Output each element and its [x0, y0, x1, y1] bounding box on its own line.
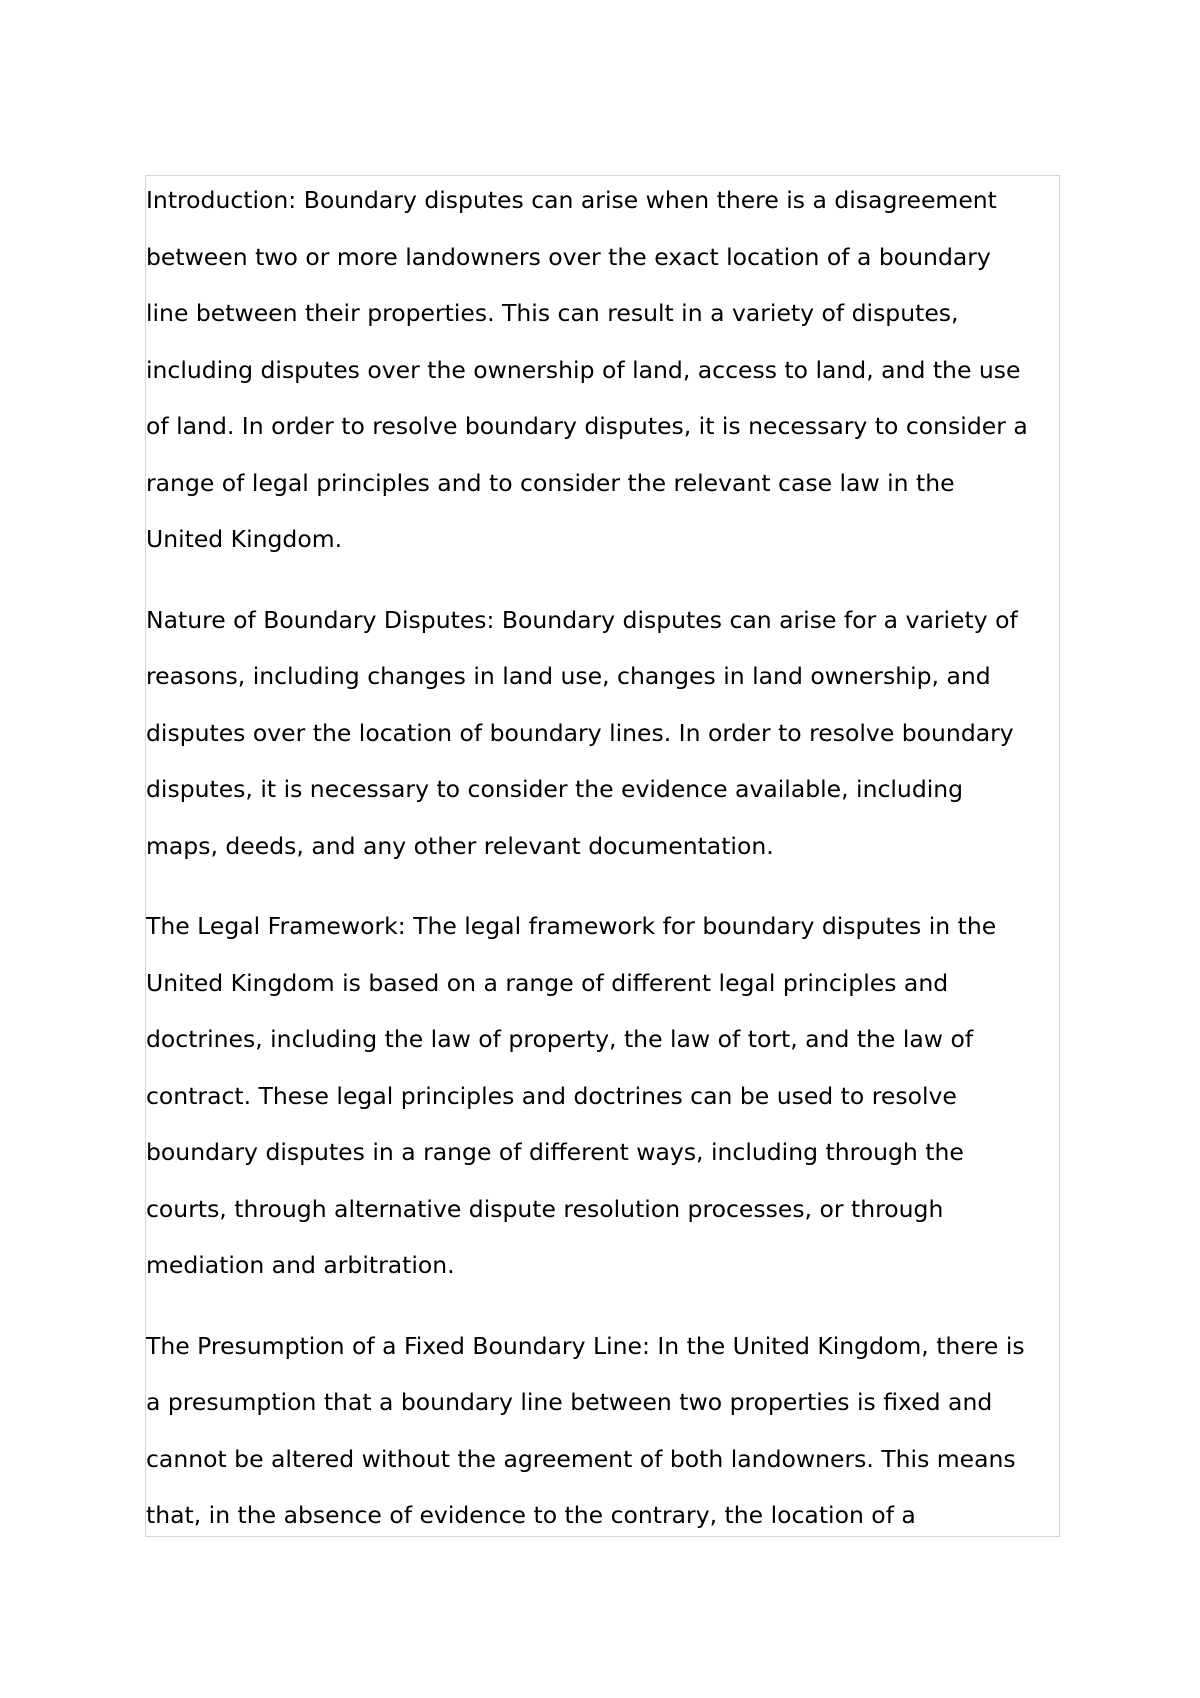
- text-line: range of legal principles and to consider the relevant case law in the: [146, 468, 955, 497]
- text-line: disputes, it is necessary to consider the evidence available, including: [146, 775, 964, 803]
- text-line: line between their properties. This can result in a variety of disputes,: [146, 299, 959, 327]
- text-line: of land. In order to resolve boundary disputes, it is necessary to consider a: [146, 412, 1028, 440]
- text-line: mediation and arbitration.: [146, 1251, 455, 1279]
- text-line: a presumption that a boundary line between two properties is fixed and: [146, 1388, 993, 1416]
- text-line: courts, through alternative dispute resolution processes, or through: [146, 1194, 944, 1223]
- paragraph-introduction: [146, 175, 1060, 568]
- text-frame: [145, 175, 1060, 1537]
- text-line: doctrines, including the law of property, the law of tort, and the law of: [146, 1025, 974, 1053]
- text-line: between two or more landowners over the exact location of a boundary: [146, 242, 991, 271]
- paragraph-nature-of-disputes: [146, 592, 1060, 875]
- text-line: disputes over the location of boundary lines. In order to resolve boundary: [146, 718, 1014, 747]
- text-line: The Presumption of a Fixed Boundary Line: In the United Kingdom, there is: [146, 1331, 1025, 1360]
- text-line: Nature of Boundary Disputes: Boundary disputes can arise for a variety of: [146, 605, 1018, 634]
- text-line: maps, deeds, and any other relevant documentation.: [146, 831, 774, 860]
- text-line: contract. These legal principles and doctrines can be used to resolve: [146, 1081, 957, 1110]
- text-line: reasons, including changes in land use, changes in land ownership, and: [146, 662, 991, 690]
- document-body: [146, 176, 1060, 1537]
- text-line: The Legal Framework: The legal framework for boundary disputes in the: [146, 912, 997, 940]
- text-line: that, in the absence of evidence to the contrary, the location of a: [146, 1501, 916, 1529]
- text-line: United Kingdom is based on a range of different legal principles and: [146, 968, 949, 997]
- text-line: United Kingdom.: [146, 525, 343, 553]
- text-line: cannot be altered without the agreement of both landowners. This means: [146, 1444, 1016, 1473]
- text-line: Introduction: Boundary disputes can arise when there is a disagreement: [146, 186, 997, 214]
- text-line: including disputes over the ownership of land, access to land, and the use: [146, 355, 1021, 384]
- paragraph-legal-framework: [146, 898, 1060, 1294]
- text-line: boundary disputes in a range of different ways, including through the: [146, 1138, 964, 1166]
- paragraph-presumption-fixed-boundary: [146, 1318, 1060, 1538]
